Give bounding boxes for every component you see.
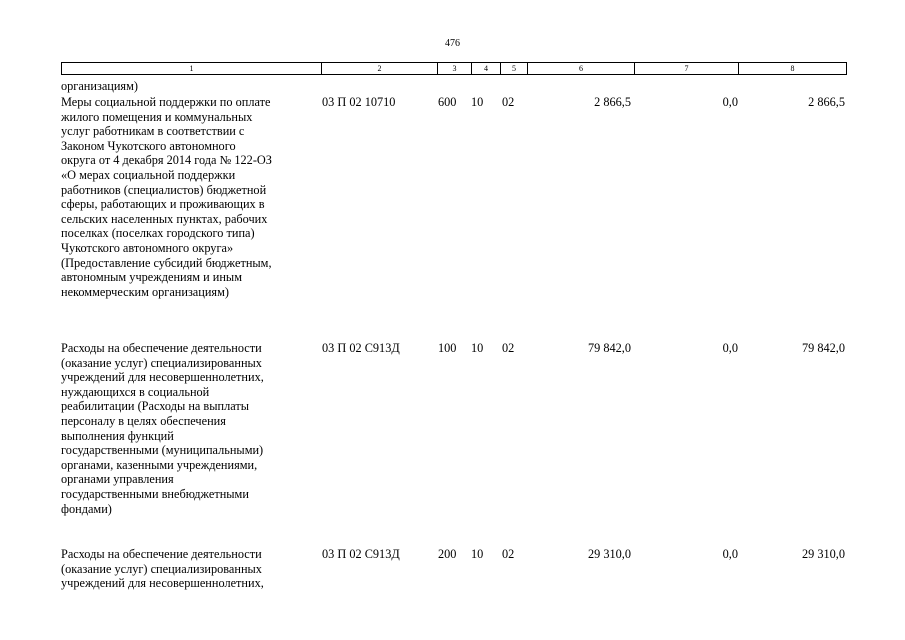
section-code: 10: [471, 547, 484, 561]
description-line: некоммерческим организациям): [61, 284, 229, 299]
amount-col-8: 79 842,0: [801, 341, 845, 355]
header-col-5: 5: [501, 63, 528, 74]
row-description: [61, 341, 264, 516]
amount-col-6: 2 866,5: [594, 95, 631, 109]
target-code: 03 П 02 10710: [322, 95, 396, 109]
description-line: Расходы на обеспечение деятельности: [61, 547, 262, 561]
subsection-code: 02: [502, 95, 515, 109]
section-code: 10: [471, 95, 484, 109]
table-header-row: [61, 62, 847, 75]
expense-type: 200: [438, 547, 457, 561]
description-line: Законом Чукотского автономного: [61, 138, 236, 153]
description-line: реабилитации (Расходы на выплаты: [61, 399, 249, 414]
amount-col-7: 0,0: [722, 341, 738, 355]
expense-type: 600: [438, 95, 457, 109]
description-line: Чукотского автономного округа»: [61, 240, 234, 255]
header-col-8: 8: [790, 64, 795, 73]
description-line: «О мерах социальной поддержки: [61, 167, 236, 182]
description-line: государственными внебюджетными: [61, 486, 249, 501]
description-line: (оказание услуг) специализированных: [61, 561, 262, 576]
description-line: выполнения функций: [61, 428, 174, 443]
page-number: 476: [445, 38, 460, 49]
description-line: учреждений для несовершеннолетних,: [61, 576, 264, 591]
row-description: [61, 547, 264, 591]
description-line: услуг работникам в соответствии с: [61, 124, 245, 139]
description-line: государственными (муниципальными): [61, 443, 264, 458]
target-code: 03 П 02 С913Д: [322, 341, 400, 355]
amount-col-8: 2 866,5: [808, 95, 845, 109]
target-code: 03 П 02 С913Д: [322, 547, 400, 561]
description-line: Меры социальной поддержки по оплате: [61, 95, 271, 109]
amount-col-6: 29 310,0: [587, 547, 631, 561]
header-col-3: 3: [438, 63, 472, 74]
expense-type: 100: [438, 341, 457, 355]
description-line: жилого помещения и коммунальных: [61, 109, 253, 124]
description-line: (оказание услуг) специализированных: [61, 355, 262, 370]
description-line: фондами): [61, 501, 112, 516]
subsection-code: 02: [502, 341, 515, 355]
description-line: округа от 4 декабря 2014 года № 122-ОЗ: [61, 153, 272, 168]
amount-col-6: 79 842,0: [587, 341, 631, 355]
description-line: нуждающихся в социальной: [61, 384, 210, 399]
header-col-7: 7: [635, 63, 739, 74]
header-col-2: 2: [322, 63, 438, 74]
header-col-4: 4: [472, 63, 501, 74]
row-description: [61, 95, 272, 299]
amount-col-8: 29 310,0: [801, 547, 845, 561]
description-line: работников (специалистов) бюджетной: [61, 182, 267, 197]
amount-col-7: 0,0: [722, 95, 738, 109]
subsection-code: 02: [502, 547, 515, 561]
description-line: персоналу в целях обеспечения: [61, 413, 226, 428]
description-line: сферы, работающих и проживающих в: [61, 197, 265, 212]
header-col-6: 6: [528, 63, 635, 74]
description-line: Расходы на обеспечение деятельности: [61, 341, 262, 355]
section-code: 10: [471, 341, 484, 355]
description-line: органами, казенными учреждениями,: [61, 457, 258, 472]
amount-col-7: 0,0: [722, 547, 738, 561]
description-line: учреждений для несовершеннолетних,: [61, 370, 264, 385]
continuation-text: организациям): [61, 79, 138, 93]
description-line: поселках (поселках городского типа): [61, 226, 255, 241]
header-col-1: 1: [62, 63, 322, 74]
description-line: автономным учреждениям и иным: [61, 270, 242, 285]
description-line: (Предоставление субсидий бюджетным,: [61, 255, 272, 270]
description-line: сельских населенных пунктах, рабочих: [61, 211, 268, 226]
description-line: органами управления: [61, 472, 174, 487]
